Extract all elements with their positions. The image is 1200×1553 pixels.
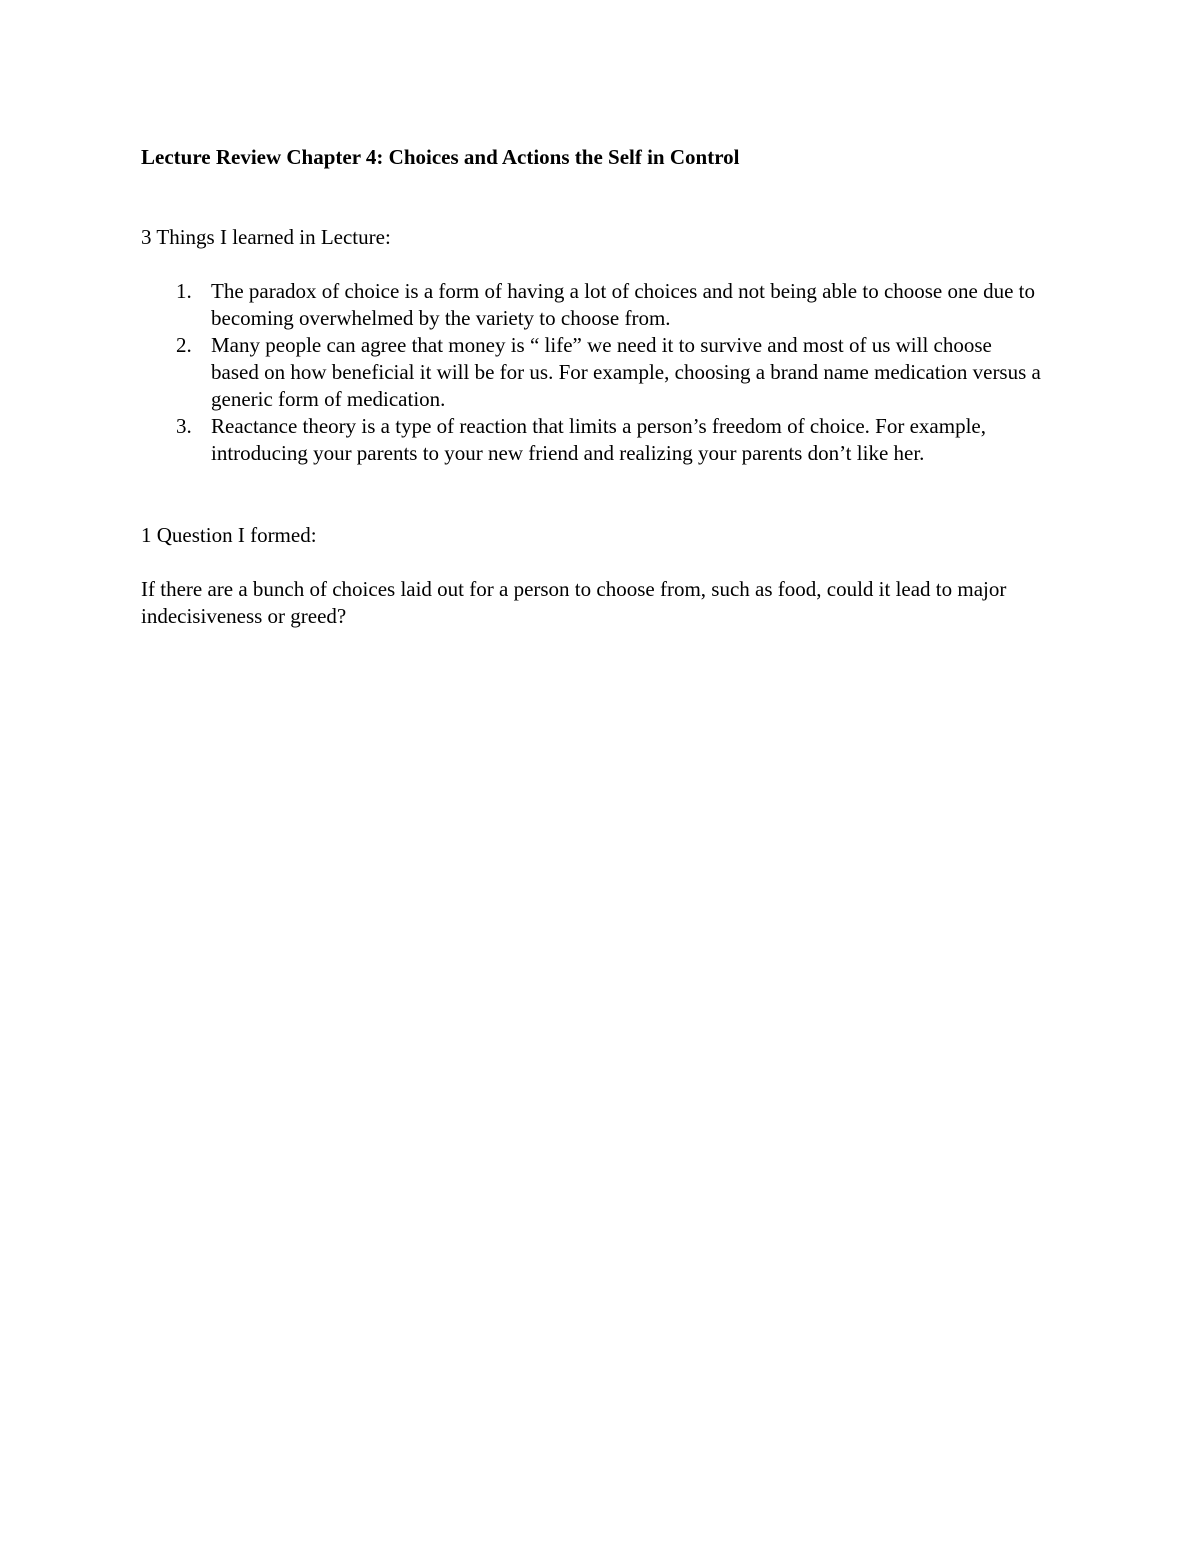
things-learned-heading: 3 Things I learned in Lecture: (141, 225, 391, 249)
question-heading: 1 Question I formed: (141, 523, 317, 547)
list-item (141, 332, 1071, 413)
list-item (141, 278, 1071, 332)
list-item-number: 1. (176, 279, 192, 303)
list-item-number: 3. (176, 414, 192, 438)
list-item-number: 2. (176, 333, 192, 357)
question-text: If there are a bunch of choices laid out for a person to choose from, such as food, could it lead to major indecisiveness or greed? (141, 577, 1007, 628)
list-item (141, 413, 1071, 467)
list-item-text: Many people can agree that money is “ life” we need it to survive and most of us will choose based on how beneficial it will be for us. For example, choosing a brand name medication versus a generic form of medication. (211, 333, 1041, 411)
list-item-text: Reactance theory is a type of reaction that limits a person’s freedom of choice. For example, introducing your parents to your new friend and realizing your parents don’t like her. (211, 414, 986, 465)
list-item-text: The paradox of choice is a form of having a lot of choices and not being able to choose one due to becoming overwhelmed by the variety to choose from. (211, 279, 1035, 330)
document-title: Lecture Review Chapter 4: Choices and Actions the Self in Control (141, 145, 740, 169)
things-learned-list (141, 278, 1071, 467)
